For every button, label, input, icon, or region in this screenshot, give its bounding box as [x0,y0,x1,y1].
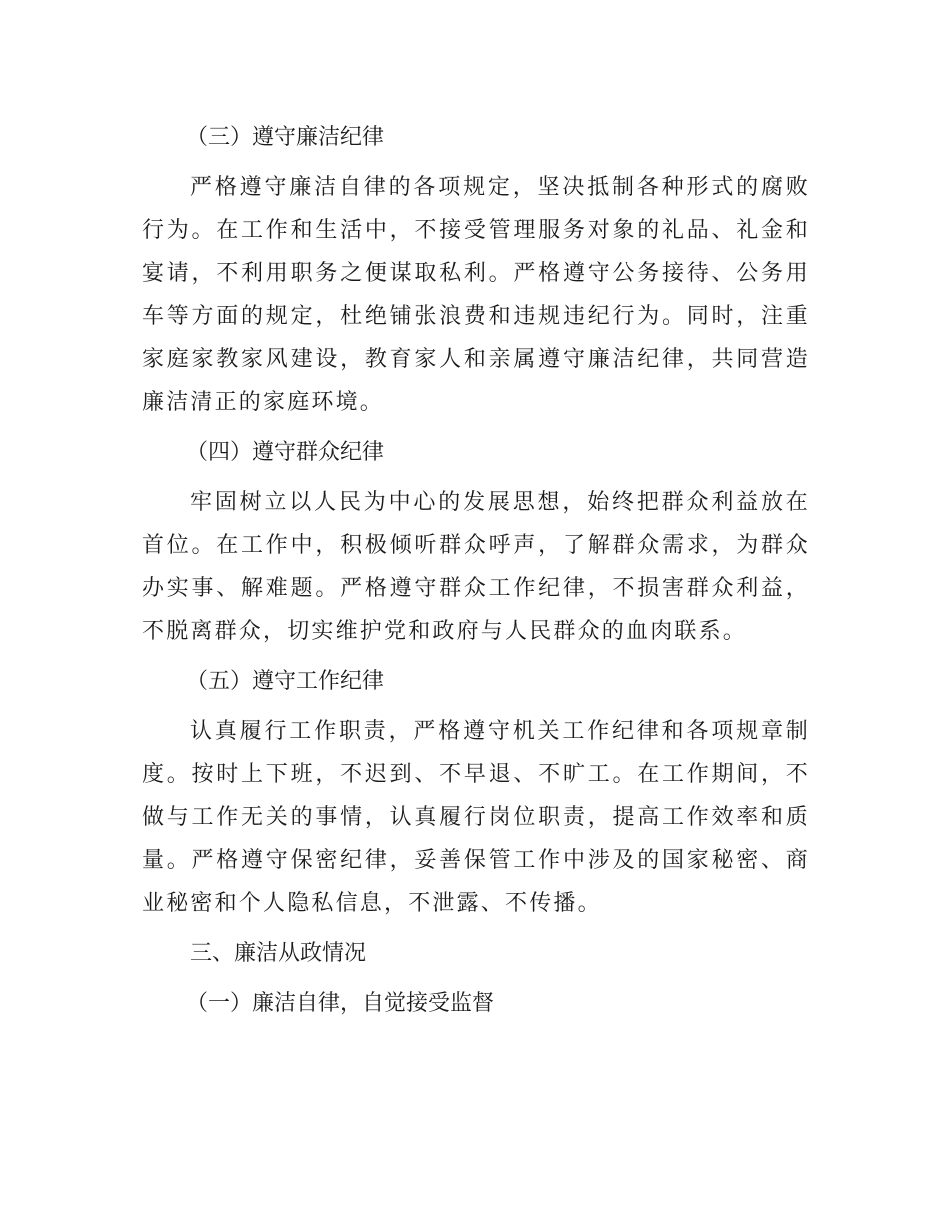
section-body-4: 牢固树立以人民为中心的发展思想，始终把群众利益放在首位。在工作中，积极倾听群众呼声，了解群众需求，为群众办实事、解难题。严格遵守群众工作纪律，不损害群众利益，不脱离群众，切实维护党和政府与人民群众的血肉联系。 [142,490,810,644]
major-heading: 三、廉洁从政情况 [190,941,367,966]
section-body-3: 严格遵守廉洁自律的各项规定，坚决抵制各种形式的腐败行为。在工作和生活中，不接受管理服务对象的礼品、礼金和宴请，不利用职务之便谋取私利。严格遵守公务接待、公务用车等方面的规定，杜绝铺张浪费和违规违纪行为。同时，注重家庭家教家风建设，教育家人和亲属遵守廉洁纪律，共同营造廉洁清正的家庭环境。 [142,175,810,415]
section-heading-5: （五）遵守工作纪律 [186,669,385,694]
document-page [142,116,810,1032]
section-heading-3: （三）遵守廉洁纪律 [186,125,385,150]
section-heading-4: （四）遵守群众纪律 [186,440,385,465]
section-body-5: 认真履行工作职责，严格遵守机关工作纪律和各项规章制度。按时上下班，不迟到、不早退、不旷工。在工作期间，不做与工作无关的事情，认真履行岗位职责，提高工作效率和质量。严格遵守保密纪律，妥善保管工作中涉及的国家秘密、商业秘密和个人隐私信息，不泄露、不传播。 [142,719,810,916]
sub-heading: （一）廉洁自律，自觉接受监督 [186,991,495,1016]
